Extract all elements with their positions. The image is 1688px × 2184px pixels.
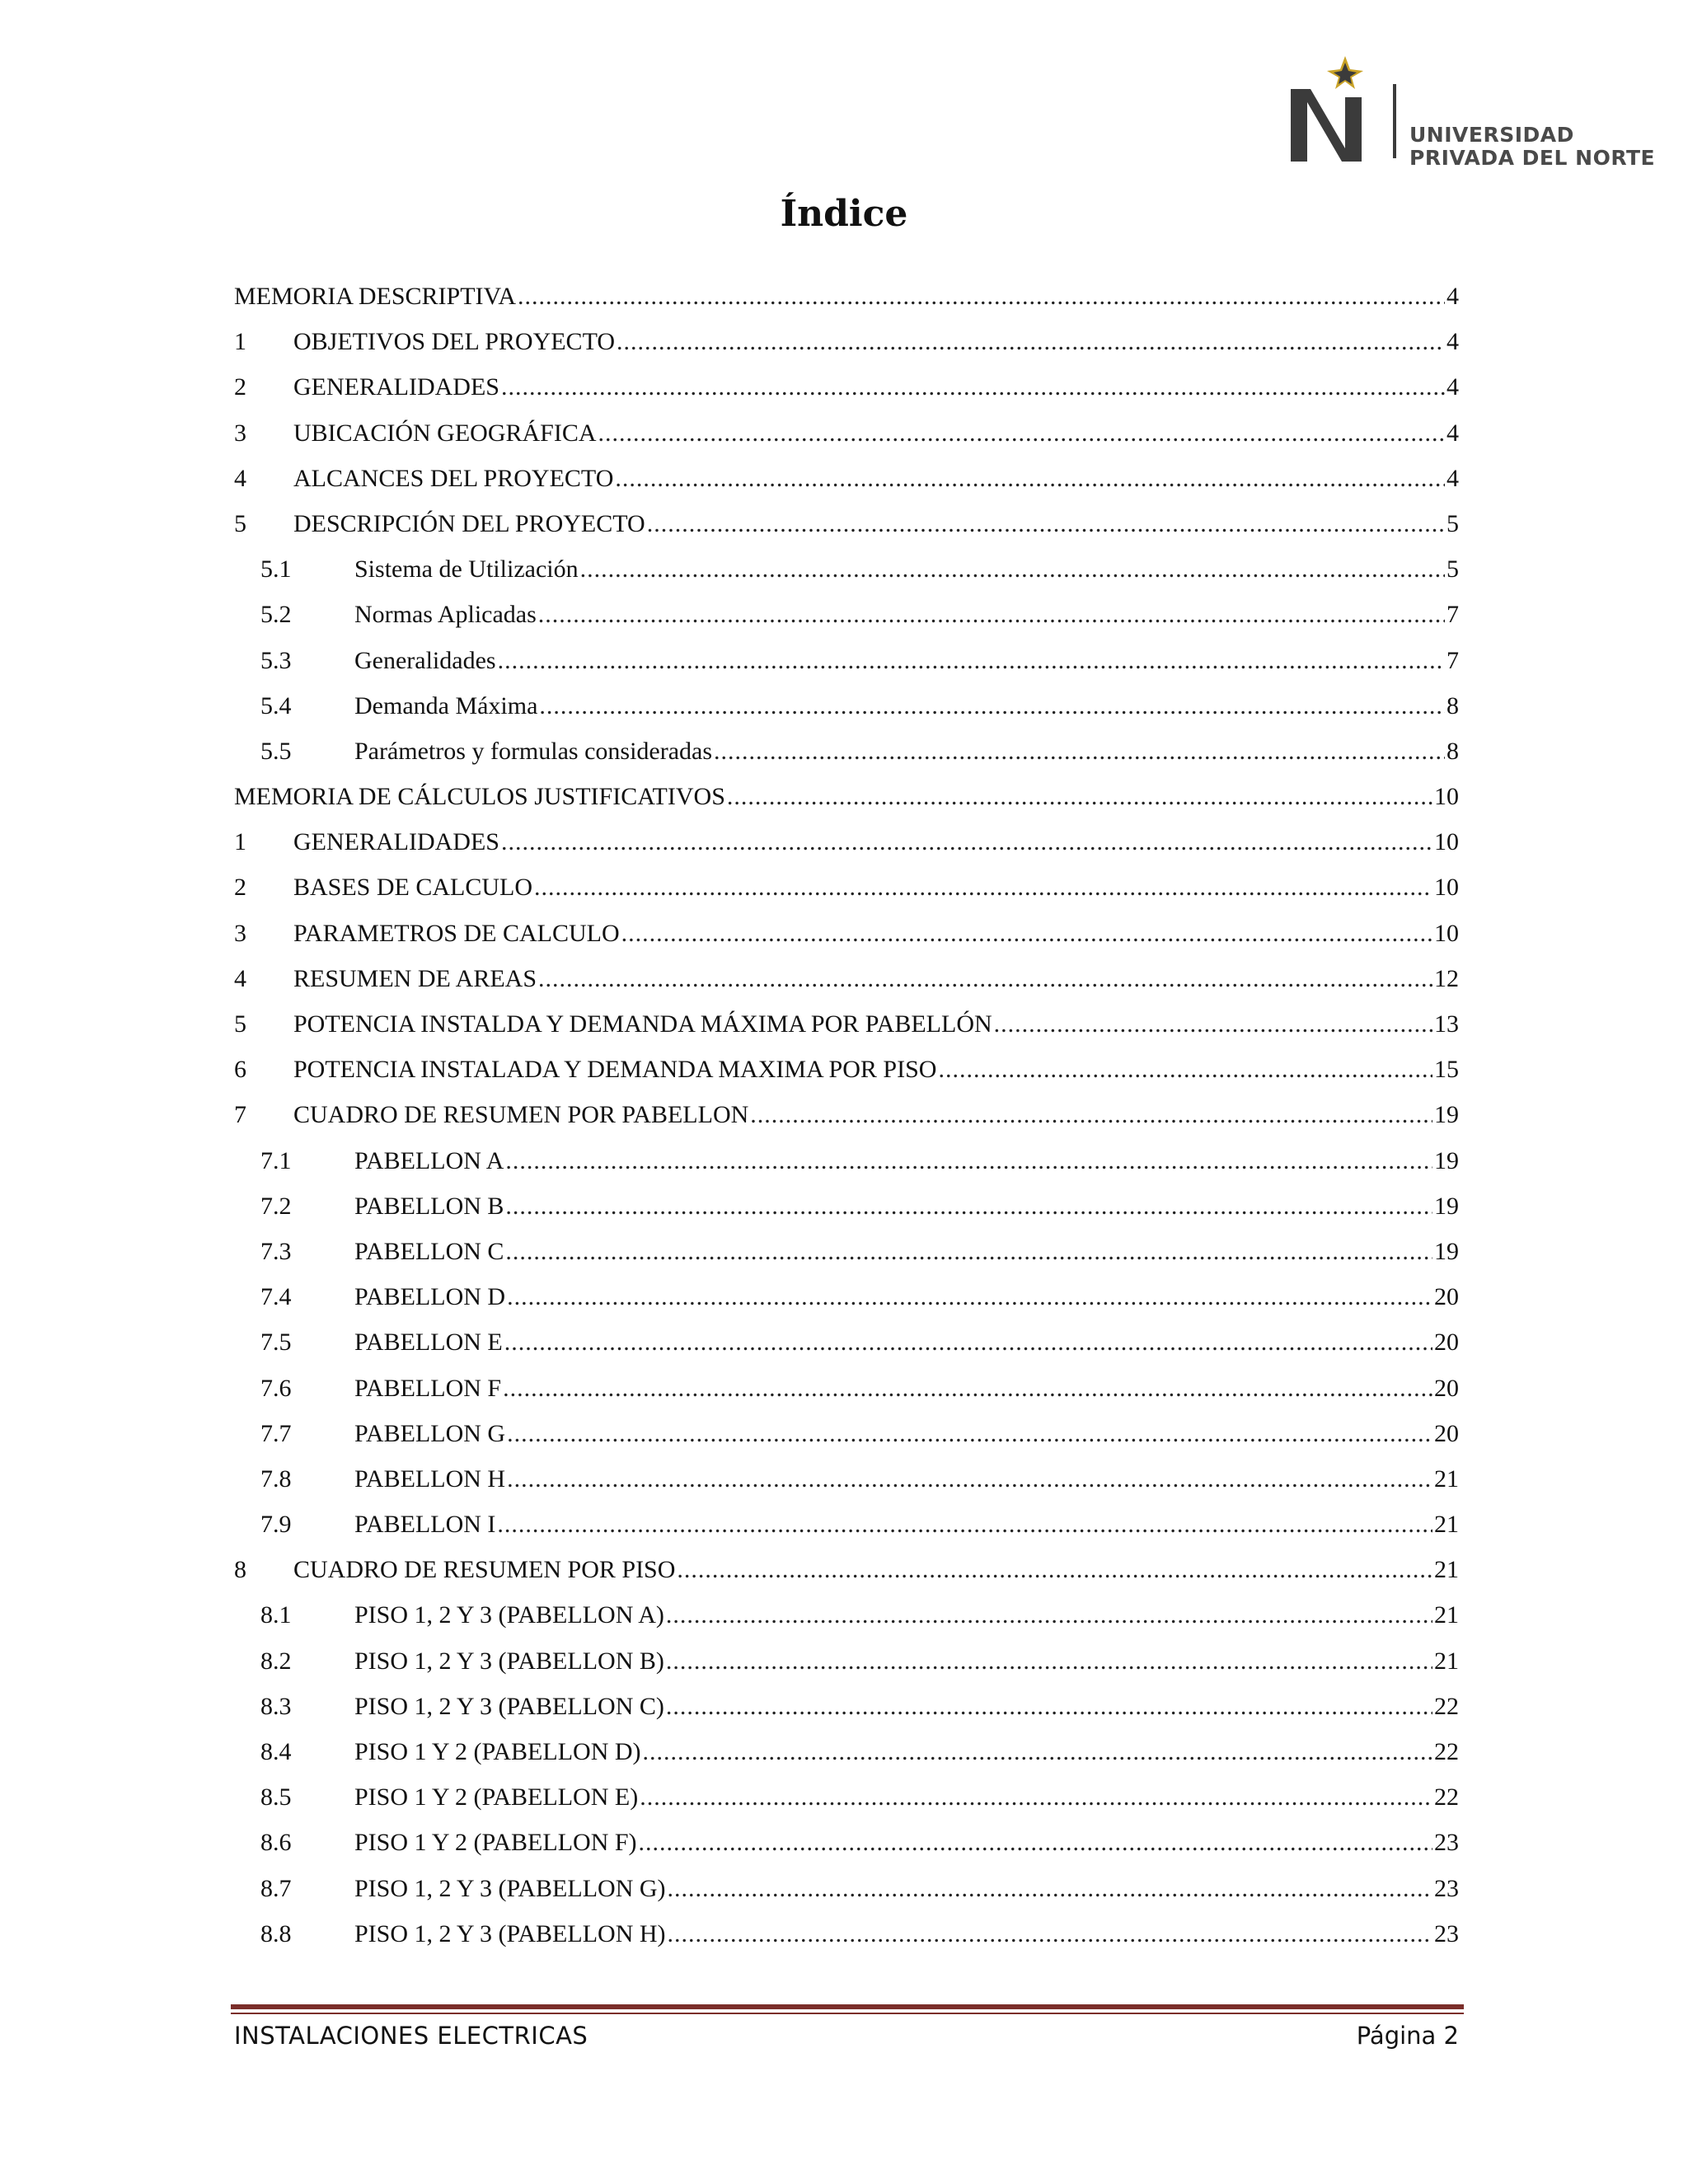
toc-entry-number: 1	[234, 828, 246, 856]
toc-dot-leader	[504, 1319, 1432, 1365]
toc-entry[interactable]	[234, 638, 1459, 683]
toc-entry[interactable]	[234, 1592, 1459, 1638]
toc-entry[interactable]	[234, 1684, 1459, 1729]
toc-entry-number: 7.9	[260, 1511, 292, 1539]
toc-entry-number: 7.4	[260, 1283, 292, 1311]
toc-dot-leader	[518, 274, 1445, 319]
toc-entry-number: 8.3	[260, 1692, 292, 1720]
toc-entry-page: 21	[1434, 1601, 1459, 1629]
toc-dot-leader	[617, 319, 1445, 364]
toc-dot-leader	[507, 1274, 1432, 1319]
toc-entry-number: 5	[234, 509, 246, 537]
toc-entry-title: PABELLON F	[354, 1374, 502, 1402]
toc-entry-page: 19	[1434, 1237, 1459, 1265]
toc-entry-page: 23	[1434, 1829, 1459, 1857]
toc-entry-number: 5.1	[260, 555, 292, 583]
toc-entry[interactable]	[234, 1001, 1459, 1047]
toc-entry-page: 15	[1434, 1056, 1459, 1084]
toc-dot-leader	[994, 1001, 1432, 1047]
logo-line-2: PRIVADA DEL NORTE	[1409, 146, 1656, 170]
toc-entry-title: Sistema de Utilización	[354, 555, 579, 583]
toc-entry-title: MEMORIA DE CÁLCULOS JUSTIFICATIVOS	[234, 783, 725, 811]
toc-dot-leader	[677, 1547, 1432, 1592]
toc-entry[interactable]	[234, 1729, 1459, 1774]
toc-dot-leader	[539, 683, 1445, 729]
toc-entry-page: 21	[1434, 1647, 1459, 1675]
toc-entry-title: PABELLON C	[354, 1237, 504, 1265]
toc-dot-leader	[503, 1366, 1432, 1411]
toc-entry-number: 7.6	[260, 1374, 292, 1402]
toc-dot-leader	[668, 1866, 1432, 1911]
toc-entry-title: Normas Aplicadas	[354, 601, 537, 629]
toc-entry[interactable]	[234, 911, 1459, 956]
toc-dot-leader	[643, 1729, 1432, 1774]
toc-entry-title: PISO 1, 2 Y 3 (PABELLON G)	[354, 1874, 666, 1902]
toc-entry[interactable]	[234, 1366, 1459, 1411]
toc-entry-title: RESUMEN DE AREAS	[293, 964, 537, 992]
toc-entry[interactable]	[234, 546, 1459, 592]
toc-entry-number: 8.1	[260, 1601, 292, 1629]
logo-divider	[1393, 84, 1396, 158]
toc-entry-page: 21	[1434, 1556, 1459, 1584]
toc-entry-number: 5.5	[260, 737, 292, 765]
toc-dot-leader	[666, 1638, 1432, 1684]
footer-rule	[231, 2004, 1464, 2009]
toc-entry-page: 23	[1434, 1874, 1459, 1902]
toc-entry-number: 8.8	[260, 1919, 292, 1947]
toc-dot-leader	[505, 1183, 1432, 1229]
toc-entry-page: 19	[1434, 1192, 1459, 1220]
toc-dot-leader	[750, 1092, 1432, 1137]
toc-dot-leader	[498, 638, 1445, 683]
toc-entry[interactable]	[234, 456, 1459, 501]
toc-dot-leader	[538, 592, 1445, 637]
toc-entry[interactable]	[234, 1820, 1459, 1865]
toc-entry-page: 4	[1447, 328, 1459, 356]
toc-entry-page: 10	[1434, 828, 1459, 856]
toc-entry-page: 7	[1447, 601, 1459, 629]
logo-wordmark	[1409, 124, 1655, 170]
toc-dot-leader	[640, 1774, 1432, 1820]
toc-entry[interactable]	[234, 1319, 1459, 1365]
toc-entry-number: 4	[234, 964, 246, 992]
toc-dot-leader	[647, 501, 1445, 546]
toc-entry-title: PISO 1 Y 2 (PABELLON F)	[354, 1829, 637, 1857]
toc-entry-page: 4	[1447, 283, 1459, 310]
toc-entry-title: PISO 1, 2 Y 3 (PABELLON C)	[354, 1692, 664, 1720]
toc-entry-page: 4	[1447, 464, 1459, 492]
toc-entry-title: Demanda Máxima	[354, 691, 538, 719]
toc-entry-title: Generalidades	[354, 646, 496, 674]
toc-entry-title: DESCRIPCIÓN DEL PROYECTO	[293, 509, 645, 537]
toc-entry-page: 10	[1434, 783, 1459, 811]
toc-entry-number: 7.7	[260, 1419, 292, 1447]
toc-entry-title: POTENCIA INSTALDA Y DEMANDA MÁXIMA POR PABELLÓN	[293, 1010, 992, 1038]
toc-dot-leader	[501, 819, 1432, 865]
toc-entry[interactable]	[234, 1138, 1459, 1183]
toc-entry-title: PARAMETROS DE CALCULO	[293, 919, 620, 947]
toc-entry[interactable]	[234, 1229, 1459, 1274]
toc-entry-number: 7.8	[260, 1465, 292, 1493]
toc-entry-page: 8	[1447, 691, 1459, 719]
toc-entry-page: 10	[1434, 874, 1459, 902]
toc-dot-leader	[505, 1229, 1432, 1274]
toc-entry-number: 8	[234, 1556, 246, 1584]
toc-entry-page: 4	[1447, 373, 1459, 401]
toc-entry[interactable]	[234, 1502, 1459, 1547]
toc-entry-title: OBJETIVOS DEL PROYECTO	[293, 328, 616, 356]
toc-entry-title: PABELLON A	[354, 1146, 504, 1174]
logo-line-1: UNIVERSIDAD	[1409, 123, 1574, 147]
toc-entry-title: POTENCIA INSTALADA Y DEMANDA MAXIMA POR PISO	[293, 1056, 937, 1084]
toc-entry[interactable]	[234, 1047, 1459, 1092]
toc-entry-title: GENERALIDADES	[293, 828, 499, 856]
toc-entry-number: 1	[234, 328, 246, 356]
toc-entry[interactable]	[234, 364, 1459, 410]
toc-entry-title: PISO 1, 2 Y 3 (PABELLON H)	[354, 1919, 666, 1947]
university-logo	[1286, 51, 1656, 175]
toc-entry-number: 7.5	[260, 1329, 292, 1357]
toc-entry-title: MEMORIA DESCRIPTIVA	[234, 283, 516, 310]
university-n-star-logo-icon	[1286, 51, 1385, 166]
toc-dot-leader	[497, 1502, 1432, 1547]
toc-entry-title: Parámetros y formulas consideradas	[354, 737, 713, 765]
toc-entry[interactable]	[234, 592, 1459, 637]
toc-entry-page: 22	[1434, 1783, 1459, 1811]
toc-entry-number: 5.3	[260, 646, 292, 674]
toc-entry-page: 5	[1447, 555, 1459, 583]
footer-rule-thin	[231, 2013, 1464, 2014]
toc-entry-page: 4	[1447, 419, 1459, 447]
toc-entry[interactable]	[234, 1456, 1459, 1502]
toc-dot-leader	[639, 1820, 1432, 1865]
toc-entry[interactable]	[234, 1911, 1459, 1957]
toc-dot-leader	[621, 911, 1432, 956]
toc-entry[interactable]	[234, 729, 1459, 774]
toc-entry[interactable]	[234, 683, 1459, 729]
toc-entry[interactable]	[234, 1092, 1459, 1137]
toc-entry[interactable]	[234, 1274, 1459, 1319]
table-of-contents	[234, 274, 1459, 1957]
toc-entry-title: PISO 1 Y 2 (PABELLON E)	[354, 1783, 639, 1811]
toc-entry-number: 8.5	[260, 1783, 292, 1811]
toc-entry-title: PABELLON B	[354, 1192, 504, 1220]
toc-entry-number: 5.4	[260, 691, 292, 719]
toc-entry-title: PABELLON E	[354, 1329, 503, 1357]
toc-dot-leader	[666, 1684, 1432, 1729]
toc-entry-number: 8.6	[260, 1829, 292, 1857]
toc-entry-page: 20	[1434, 1283, 1459, 1311]
toc-entry[interactable]	[234, 1866, 1459, 1911]
toc-entry-number: 5.2	[260, 601, 292, 629]
toc-entry-page: 5	[1447, 509, 1459, 537]
toc-entry[interactable]	[234, 956, 1459, 1001]
toc-entry[interactable]	[234, 501, 1459, 546]
toc-entry-page: 21	[1434, 1465, 1459, 1493]
toc-entry-page: 20	[1434, 1419, 1459, 1447]
toc-entry-page: 19	[1434, 1146, 1459, 1174]
toc-entry-title: BASES DE CALCULO	[293, 874, 533, 902]
toc-entry-number: 7.1	[260, 1146, 292, 1174]
toc-dot-leader	[580, 546, 1445, 592]
toc-entry-number: 2	[234, 373, 246, 401]
toc-entry-number: 2	[234, 874, 246, 902]
toc-entry-page: 22	[1434, 1692, 1459, 1720]
toc-entry-number: 7.2	[260, 1192, 292, 1220]
toc-entry-title: PISO 1 Y 2 (PABELLON D)	[354, 1738, 641, 1765]
page-title: Índice	[780, 193, 908, 235]
toc-entry[interactable]	[234, 865, 1459, 910]
toc-dot-leader	[534, 865, 1432, 910]
toc-entry-page: 10	[1434, 919, 1459, 947]
toc-dot-leader	[938, 1047, 1432, 1092]
toc-entry[interactable]	[234, 1411, 1459, 1456]
footer-page-number: Página 2	[1356, 2022, 1459, 2050]
toc-entry-page: 13	[1434, 1010, 1459, 1038]
toc-dot-leader	[505, 1138, 1432, 1183]
toc-dot-leader	[668, 1911, 1432, 1957]
toc-entry-title: PABELLON H	[354, 1465, 506, 1493]
toc-entry[interactable]	[234, 1774, 1459, 1820]
toc-entry-number: 6	[234, 1056, 246, 1084]
toc-entry-title: PABELLON D	[354, 1283, 506, 1311]
toc-entry-title: CUADRO DE RESUMEN POR PABELLON	[293, 1101, 749, 1129]
footer-document-title: INSTALACIONES ELECTRICAS	[234, 2022, 588, 2050]
toc-entry[interactable]	[234, 1183, 1459, 1229]
toc-entry[interactable]	[234, 819, 1459, 865]
toc-entry-page: 20	[1434, 1329, 1459, 1357]
toc-entry-number: 8.4	[260, 1738, 292, 1765]
toc-entry[interactable]	[234, 410, 1459, 456]
toc-entry[interactable]	[234, 1638, 1459, 1684]
toc-dot-leader	[727, 774, 1432, 819]
toc-entry-page: 19	[1434, 1101, 1459, 1129]
toc-entry[interactable]	[234, 1547, 1459, 1592]
toc-entry-number: 5	[234, 1010, 246, 1038]
toc-dot-leader	[507, 1411, 1432, 1456]
toc-entry[interactable]	[234, 774, 1459, 819]
toc-entry[interactable]	[234, 274, 1459, 319]
toc-dot-leader	[598, 410, 1445, 456]
toc-entry[interactable]	[234, 319, 1459, 364]
toc-entry-number: 3	[234, 919, 246, 947]
toc-dot-leader	[714, 729, 1445, 774]
toc-dot-leader	[501, 364, 1445, 410]
toc-entry-number: 7	[234, 1101, 246, 1129]
toc-entry-page: 22	[1434, 1738, 1459, 1765]
toc-entry-page: 21	[1434, 1511, 1459, 1539]
toc-entry-number: 4	[234, 464, 246, 492]
toc-entry-title: PABELLON G	[354, 1419, 506, 1447]
toc-entry-title: GENERALIDADES	[293, 373, 499, 401]
toc-entry-page: 8	[1447, 737, 1459, 765]
toc-entry-title: PISO 1, 2 Y 3 (PABELLON A)	[354, 1601, 664, 1629]
toc-dot-leader	[538, 956, 1432, 1001]
toc-entry-page: 23	[1434, 1919, 1459, 1947]
toc-entry-title: PABELLON I	[354, 1511, 496, 1539]
toc-dot-leader	[507, 1456, 1432, 1502]
toc-dot-leader	[615, 456, 1445, 501]
toc-entry-title: CUADRO DE RESUMEN POR PISO	[293, 1556, 676, 1584]
toc-entry-title: ALCANCES DEL PROYECTO	[293, 464, 614, 492]
toc-dot-leader	[666, 1592, 1432, 1638]
toc-entry-number: 7.3	[260, 1237, 292, 1265]
toc-entry-page: 12	[1434, 964, 1459, 992]
toc-entry-page: 7	[1447, 646, 1459, 674]
toc-entry-title: UBICACIÓN GEOGRÁFICA	[293, 419, 597, 447]
toc-entry-number: 8.2	[260, 1647, 292, 1675]
toc-entry-title: PISO 1, 2 Y 3 (PABELLON B)	[354, 1647, 664, 1675]
toc-entry-page: 20	[1434, 1374, 1459, 1402]
toc-entry-number: 8.7	[260, 1874, 292, 1902]
toc-entry-number: 3	[234, 419, 246, 447]
